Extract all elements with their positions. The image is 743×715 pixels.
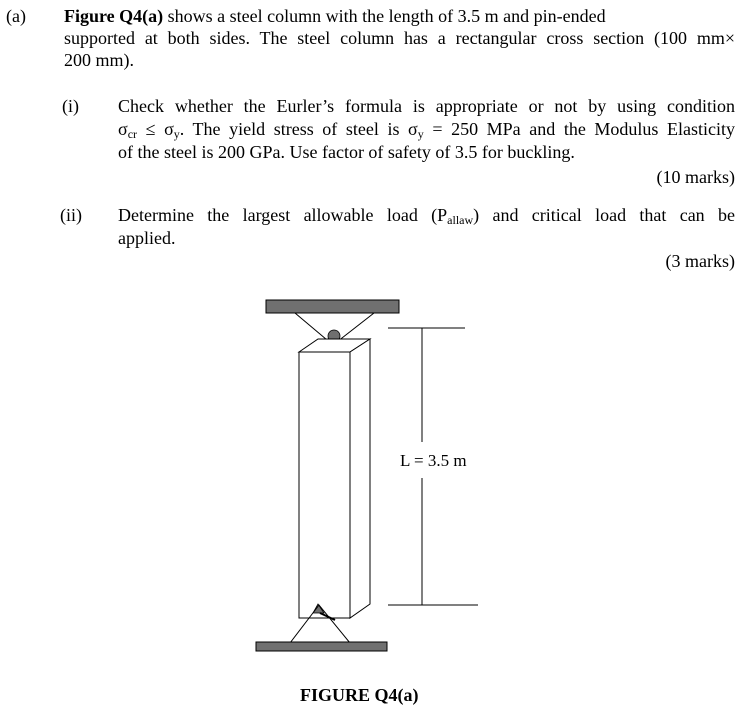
figure-reference: Figure Q4(a) xyxy=(64,6,164,26)
part-i-marks: (10 marks) xyxy=(656,167,735,187)
part-i-line-1: Check whether the Eurler’s formula is appropriate or not by using condition xyxy=(118,96,735,116)
leq-symbol: ≤ xyxy=(137,119,165,139)
part-ii-line-2: applied. xyxy=(118,228,176,248)
sub-y: y xyxy=(173,127,180,141)
question-line-2: supported at both sides. The steel column has a rectangular cross section (100 mm× xyxy=(64,28,735,48)
sub-cr: cr xyxy=(127,127,138,141)
question-line-3: 200 mm). xyxy=(64,50,134,70)
part-i-line-2-mid: . The yield stress of steel is xyxy=(179,119,409,139)
sigma-y-symbol: σ xyxy=(164,119,174,139)
question-line-1-text: shows a steel column with the length of 3.5 m and pin-ended xyxy=(163,6,606,26)
column-side-face xyxy=(350,339,370,618)
part-ii-line-1-end: ) and critical load that can be xyxy=(473,205,735,225)
sigma-y-symbol-2: σ xyxy=(408,119,418,139)
sub-allaw: allaw xyxy=(447,213,474,227)
sub-y-2: y xyxy=(417,127,424,141)
top-support-plate xyxy=(266,300,399,313)
sigma-cr-symbol: σ xyxy=(118,119,128,139)
part-i-line-2-end: = 250 MPa and the Modulus Elasticity xyxy=(423,119,735,139)
part-ii-label: (ii) xyxy=(60,205,82,225)
part-ii-line-1-start: Determine the largest allowable load (P xyxy=(118,205,448,225)
part-ii-marks: (3 marks) xyxy=(665,251,735,271)
figure-caption: FIGURE Q4(a) xyxy=(300,685,419,705)
question-label: (a) xyxy=(6,6,26,26)
bottom-support-plate xyxy=(256,642,387,651)
part-i-label: (i) xyxy=(62,96,79,116)
part-i-line-3: of the steel is 200 GPa. Use factor of safety of 3.5 for buckling. xyxy=(118,142,575,162)
column-front-face xyxy=(299,352,350,618)
dimension-label: L = 3.5 m xyxy=(400,451,467,470)
